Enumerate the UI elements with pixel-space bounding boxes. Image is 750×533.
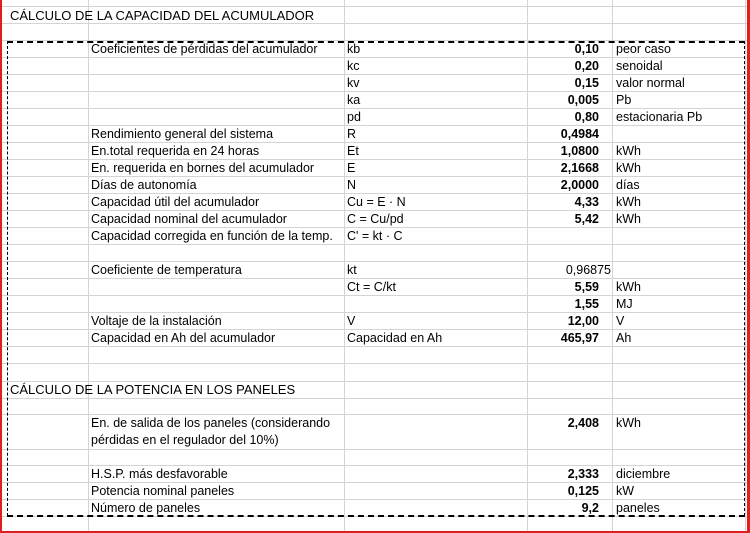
table-row <box>0 160 750 177</box>
table-row <box>0 143 750 160</box>
row-value[interactable]: 0,96875 <box>565 263 611 277</box>
row-unit[interactable]: peor caso <box>616 42 671 56</box>
row-unit[interactable]: kW <box>616 484 635 498</box>
row-label[interactable]: Capacidad en Ah del acumulador <box>91 331 276 345</box>
table-row <box>0 194 750 211</box>
grid-row-line <box>0 398 750 399</box>
table-row <box>0 313 750 330</box>
row-value[interactable]: 0,80 <box>574 110 599 124</box>
row-value[interactable]: 465,97 <box>560 331 599 345</box>
row-value[interactable]: 2,333 <box>567 467 599 481</box>
row-label[interactable]: Capacidad corregida en función de la temp. <box>91 229 333 243</box>
row-label[interactable]: En.total requerida en 24 horas <box>91 144 260 158</box>
panel-output-label[interactable]: En. de salida de los paneles (considerando pérdidas en el regulador del 10%) <box>91 416 331 447</box>
row-label[interactable]: Coeficientes de pérdidas del acumulador <box>91 42 318 56</box>
row-unit[interactable]: kWh <box>616 212 641 226</box>
row-value[interactable]: 0,4984 <box>560 127 599 141</box>
table-row <box>0 41 750 58</box>
row-value[interactable]: 1,55 <box>574 297 599 311</box>
row-unit[interactable]: kWh <box>616 195 641 209</box>
table-row <box>0 500 750 517</box>
table-row <box>0 109 750 126</box>
row-value[interactable]: 12,00 <box>567 314 599 328</box>
row-label[interactable]: Número de paneles <box>91 501 201 515</box>
row-value[interactable]: 0,125 <box>567 484 599 498</box>
row-symbol[interactable]: Cu = E · N <box>347 195 406 209</box>
row-value[interactable]: 9,2 <box>581 501 599 515</box>
row-symbol[interactable]: C' = kt · C <box>347 229 403 243</box>
row-label[interactable]: Potencia nominal paneles <box>91 484 235 498</box>
table-row <box>0 296 750 313</box>
row-unit[interactable]: Pb <box>616 93 632 107</box>
row-symbol[interactable]: ka <box>347 93 361 107</box>
row-label[interactable]: En. requerida en bornes del acumulador <box>91 161 315 175</box>
row-label[interactable]: H.S.P. más desfavorable <box>91 467 228 481</box>
row-unit[interactable]: valor normal <box>616 76 685 90</box>
table-row <box>0 262 750 279</box>
row-unit[interactable]: V <box>616 314 625 328</box>
panel-output-value[interactable]: 2,408 <box>567 416 599 430</box>
table-row <box>0 177 750 194</box>
section-title-capacity[interactable]: CÁLCULO DE LA CAPACIDAD DEL ACUMULADOR <box>10 8 315 23</box>
table-row <box>0 330 750 347</box>
row-value[interactable]: 4,33 <box>574 195 599 209</box>
row-value[interactable]: 2,0000 <box>560 178 599 192</box>
table-row <box>0 126 750 143</box>
row-value[interactable]: 0,005 <box>567 93 599 107</box>
row-unit[interactable]: paneles <box>616 501 660 515</box>
row-symbol[interactable]: kc <box>347 59 360 73</box>
row-value[interactable]: 5,59 <box>574 280 599 294</box>
grid-row-line <box>0 363 750 364</box>
row-symbol[interactable]: pd <box>347 110 361 124</box>
row-symbol[interactable]: Capacidad en Ah <box>347 331 443 345</box>
row-label[interactable]: Voltaje de la instalación <box>91 314 222 328</box>
row-label[interactable]: Rendimiento general del sistema <box>91 127 274 141</box>
row-unit[interactable]: MJ <box>616 297 633 311</box>
table-row <box>0 279 750 296</box>
table-row <box>0 245 750 262</box>
row-unit[interactable]: estacionaria Pb <box>616 110 703 124</box>
row-value[interactable]: 1,0800 <box>560 144 599 158</box>
table-row <box>0 211 750 228</box>
table-row <box>0 75 750 92</box>
row-value[interactable]: 0,20 <box>574 59 599 73</box>
row-symbol[interactable]: kb <box>347 42 361 56</box>
table-row <box>0 58 750 75</box>
table-row <box>0 92 750 109</box>
row-unit[interactable]: kWh <box>616 280 641 294</box>
row-unit[interactable]: kWh <box>616 161 641 175</box>
table-row <box>0 466 750 483</box>
row-symbol[interactable]: kt <box>347 263 357 277</box>
row-symbol[interactable]: Et <box>347 144 359 158</box>
row-label[interactable]: Capacidad útil del acumulador <box>91 195 260 209</box>
grid-row-line <box>0 449 750 450</box>
row-symbol[interactable]: N <box>347 178 357 192</box>
row-value[interactable]: 0,10 <box>574 42 599 56</box>
row-label[interactable]: Capacidad nominal del acumulador <box>91 212 287 226</box>
row-symbol[interactable]: kv <box>347 76 360 90</box>
table-row <box>0 483 750 500</box>
panel-output-unit[interactable]: kWh <box>616 416 641 430</box>
row-unit[interactable]: senoidal <box>616 59 663 73</box>
row-value[interactable]: 5,42 <box>574 212 599 226</box>
row-symbol[interactable]: Ct = C/kt <box>347 280 396 294</box>
row-label[interactable]: Coeficiente de temperatura <box>91 263 242 277</box>
table-row <box>0 228 750 245</box>
panel-output-row <box>0 415 750 432</box>
section-title-panels[interactable]: CÁLCULO DE LA POTENCIA EN LOS PANELES <box>10 382 296 397</box>
row-label[interactable]: Días de autonomía <box>91 178 197 192</box>
row-symbol[interactable]: E <box>347 161 356 175</box>
row-unit[interactable]: kWh <box>616 144 641 158</box>
row-unit[interactable]: días <box>616 178 640 192</box>
row-symbol[interactable]: C = Cu/pd <box>347 212 404 226</box>
row-unit[interactable]: Ah <box>616 331 632 345</box>
row-unit[interactable]: diciembre <box>616 467 671 481</box>
row-symbol[interactable]: V <box>347 314 356 328</box>
row-value[interactable]: 0,15 <box>574 76 599 90</box>
row-symbol[interactable]: R <box>347 127 357 141</box>
row-value[interactable]: 2,1668 <box>560 161 599 175</box>
